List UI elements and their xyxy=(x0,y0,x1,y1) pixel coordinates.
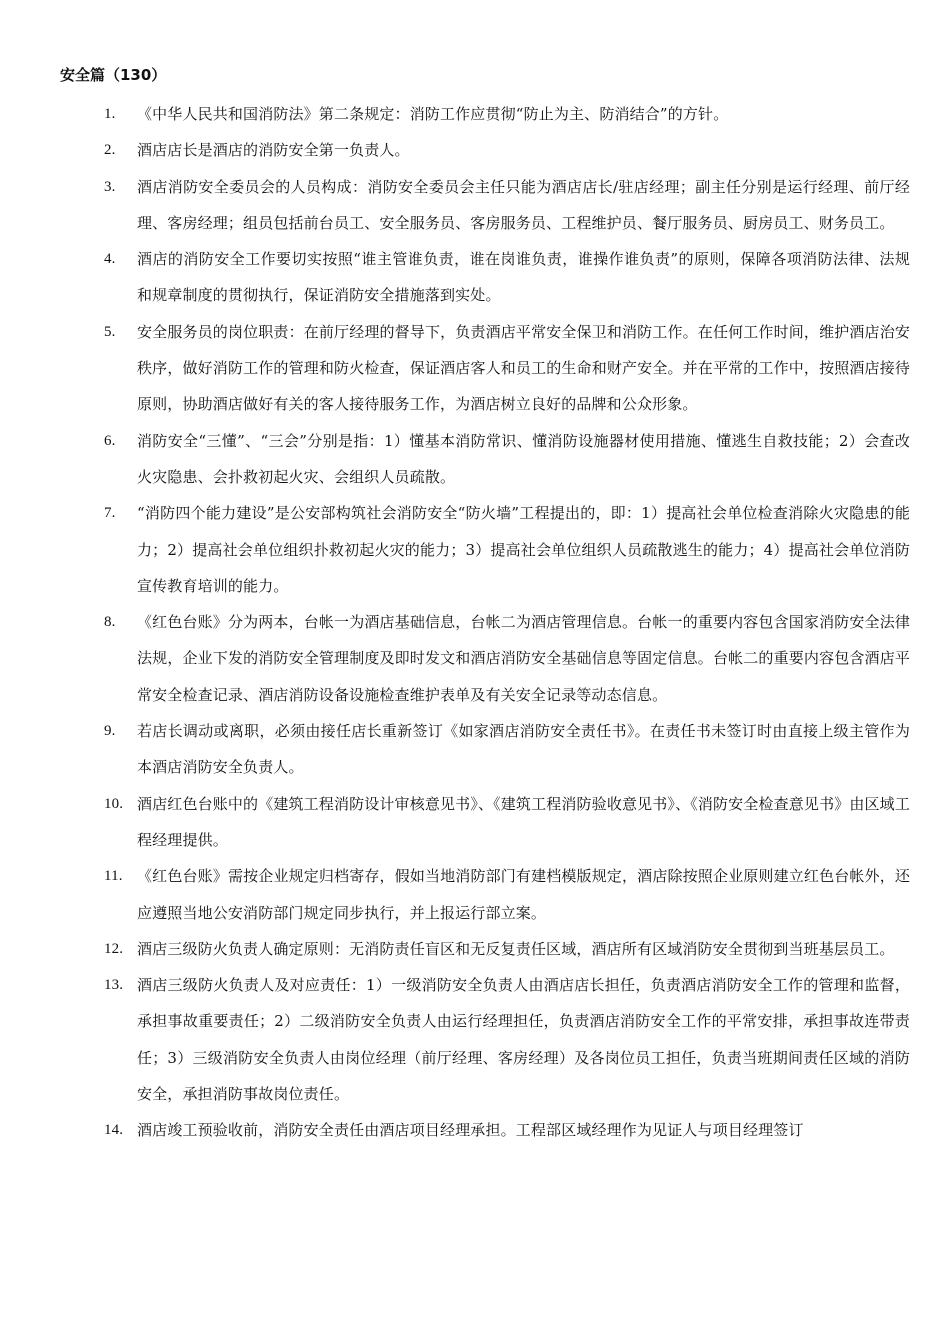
item-number: 10. xyxy=(104,795,124,812)
list-item xyxy=(0,169,950,242)
list-item xyxy=(0,786,950,859)
item-text: 消防安全“三懂”、“三会”分别是指：1）懂基本消防常识、懂消防设施器材使用措施、懂逃生自救技能；2）会查改火灾隐患、会扑救初起火灾、会组织人员疏散。 xyxy=(137,431,910,486)
item-number: 6. xyxy=(104,432,116,449)
list-item xyxy=(0,96,950,132)
list-item xyxy=(0,931,950,967)
item-number: 4. xyxy=(104,251,116,268)
list-item xyxy=(0,858,950,931)
list-item xyxy=(0,132,950,168)
item-number: 7. xyxy=(104,505,116,522)
item-number: 2. xyxy=(104,142,116,159)
item-number: 5. xyxy=(104,323,116,340)
item-number: 8. xyxy=(104,614,116,631)
item-text: 酒店的消防安全工作要切实按照“谁主管谁负责，谁在岗谁负责，谁操作谁负责”的原则，保障各项消防法律、法规和规章制度的贯彻执行，保证消防安全措施落到实处。 xyxy=(137,250,910,305)
item-number: 9. xyxy=(104,723,116,740)
list-item xyxy=(0,967,950,1112)
item-text: 酒店店长是酒店的消防安全第一负责人。 xyxy=(137,141,410,160)
item-text: 《红色台账》分为两本，台帐一为酒店基础信息，台帐二为酒店管理信息。台帐一的重要内容包含国家消防安全法律法规，企业下发的消防安全管理制度及即时发文和酒店消防安全基础信息等固定信息。台帐二的重要内容包含酒店平常安全检查记录、酒店消防设备设施检查维护表单及有关安全记录等动态信息。 xyxy=(137,613,910,704)
list-item xyxy=(0,1112,950,1148)
item-text: 酒店三级防火负责人及对应责任：1）一级消防安全负责人由酒店店长担任，负责酒店消防安全工作的管理和监督，承担事故重要责任；2）二级消防安全负责人由运行经理担任，负责酒店消防安全工作的平常安排，承担事故连带责任；3）三级消防安全负责人由岗位经理（前厅经理、客房经理）及各岗位员工担任，负责当班期间责任区域的消防安全，承担消防事故岗位责任。 xyxy=(137,976,910,1104)
list-item xyxy=(0,314,950,423)
item-text: “消防四个能力建设”是公安部构筑社会消防安全“防火墙”工程提出的，即：1）提高社会单位检查消除火灾隐患的能力；2）提高社会单位组织扑救初起火灾的能力；3）提高社会单位组织人员疏散逃生的能力；4）提高社会单位消防宣传教育培训的能力。 xyxy=(137,504,910,595)
item-number: 1. xyxy=(104,106,116,122)
item-number: 12. xyxy=(104,940,124,957)
list-item xyxy=(0,604,950,713)
list-item xyxy=(0,241,950,314)
item-number: 13. xyxy=(104,977,124,994)
item-text: 若店长调动或离职，必须由接任店长重新签订《如家酒店消防安全责任书》。在责任书未签订时由直接上级主管作为本酒店消防安全负责人。 xyxy=(137,722,910,777)
item-text: 酒店竣工预验收前，消防安全责任由酒店项目经理承担。工程部区域经理作为见证人与项目经理签订 xyxy=(137,1121,804,1140)
item-number: 3. xyxy=(104,178,116,195)
item-text: 酒店消防安全委员会的人员构成：消防安全委员会主任只能为酒店店长/驻店经理；副主任分别是运行经理、前厅经理、客房经理；组员包括前台员工、安全服务员、客房服务员、工程维护员、餐厅服务员、厨房员工、财务员工。 xyxy=(137,177,910,232)
list-item xyxy=(0,495,950,604)
item-number: 14. xyxy=(104,1122,124,1139)
item-text: 《中华人民共和国消防法》第二条规定：消防工作应贯彻“防止为主、防消结合”的方针。 xyxy=(137,105,729,123)
list-item xyxy=(0,423,950,496)
item-text: 酒店红色台账中的《建筑工程消防设计审核意见书》、《建筑工程消防验收意见书》、《消防安全检查意见书》由区域工程经理提供。 xyxy=(137,794,910,849)
section-heading: 安全篇（130） xyxy=(60,66,167,84)
list-item xyxy=(0,713,950,786)
item-number: 11. xyxy=(104,868,123,885)
item-text: 安全服务员的岗位职责：在前厅经理的督导下，负责酒店平常安全保卫和消防工作。在任何工作时间，维护酒店治安秩序，做好消防工作的管理和防火检查，保证酒店客人和员工的生命和财产安全。并在平常的工作中，按照酒店接待原则，协助酒店做好有关的客人接待服务工作，为酒店树立良好的品牌和公众形象。 xyxy=(137,322,910,414)
item-text: 《红色台账》需按企业规定归档寄存，假如当地消防部门有建档模版规定，酒店除按照企业原则建立红色台帐外，还应遵照当地公安消防部门规定同步执行，并上报运行部立案。 xyxy=(137,867,910,922)
item-text: 酒店三级防火负责人确定原则：无消防责任盲区和无反复责任区域，酒店所有区域消防安全贯彻到当班基层员工。 xyxy=(137,939,895,958)
rules-list xyxy=(0,96,950,1149)
